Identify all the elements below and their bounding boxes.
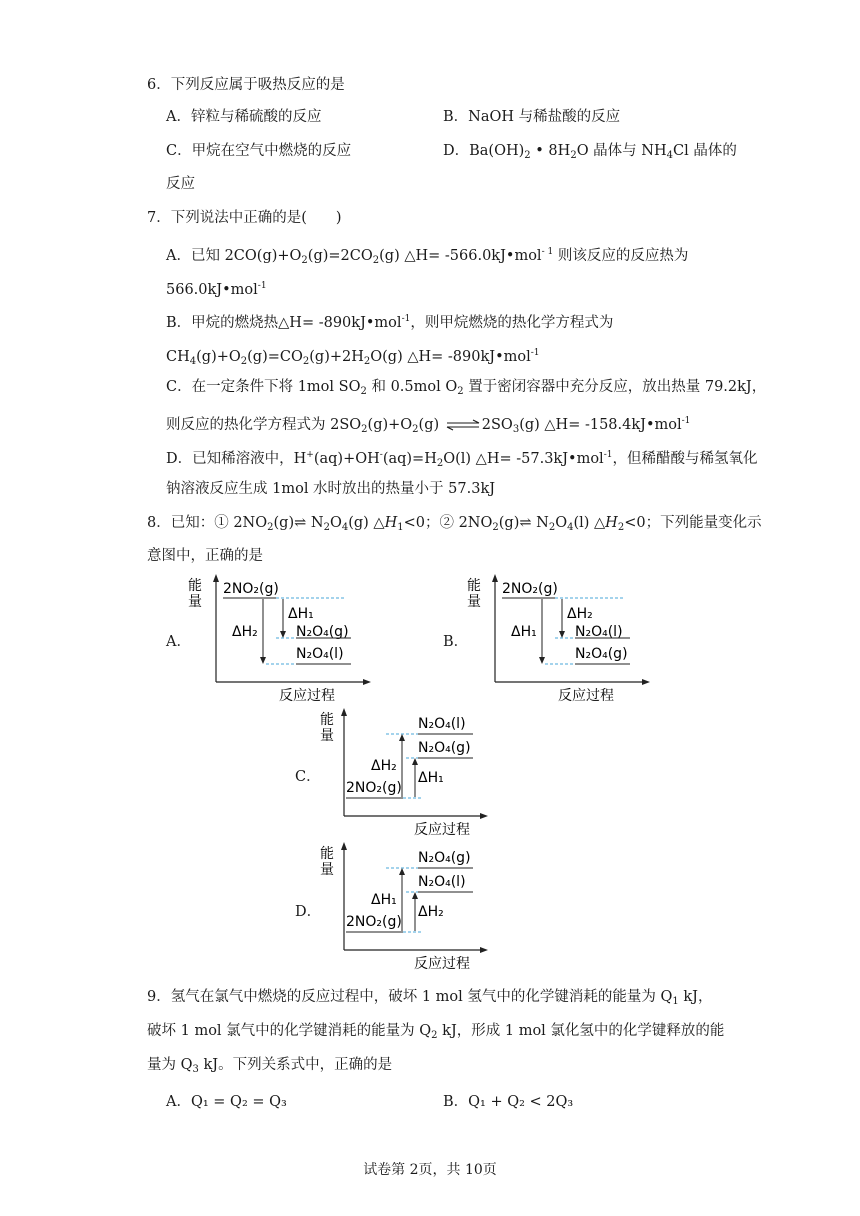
q6-option-b: B．NaOH 与稀盐酸的反应 bbox=[443, 109, 621, 125]
q8-option-d-label: D． bbox=[295, 904, 322, 920]
level-label-n2o4l: N₂O₄(l) bbox=[575, 624, 623, 640]
level-label-n2o4g: N₂O₄(g) bbox=[296, 624, 349, 640]
q7-option-d-line1: D．已知稀溶液中，$H^+(aq)+OH^-(aq)=H_2O(l)$ △H= -57.3kJ•mol$^{-1}$，但稀醋酸与稀氢氧化 bbox=[166, 450, 758, 469]
equilibrium-arrow-icon bbox=[446, 419, 480, 431]
dh2-label-b: ΔH₂ bbox=[567, 606, 593, 622]
q7-option-b-line2: $CH_4(g)+O_2(g)=CO_2(g)+2H_2O(g)$ △H= -890kJ•mol$^{-1}$ bbox=[166, 348, 540, 367]
level-label-no2: 2NO₂(g) bbox=[346, 914, 402, 930]
level-label-no2: 2NO₂(g) bbox=[502, 581, 558, 597]
level-label-n2o4l: N₂O₄(l) bbox=[418, 874, 466, 890]
axis-y-label-2: 量 bbox=[320, 728, 334, 744]
axis-y-label-1: 能 bbox=[320, 712, 334, 728]
q9-option-a: A．Q₁ = Q₂ = Q₃ bbox=[166, 1094, 287, 1110]
axis-x-label: 反应过程 bbox=[558, 688, 614, 704]
level-label-n2o4l: N₂O₄(l) bbox=[296, 646, 344, 662]
energy-diagram-b bbox=[465, 572, 655, 706]
dh2-label-d: ΔH₂ bbox=[418, 904, 444, 920]
q9-stem-line2: 破坏 1 mol 氯气中的化学键消耗的能量为 $Q_2$ kJ，形成 1 mol 氯化氢中的化学键释放的能 bbox=[147, 1023, 725, 1041]
q7-option-d-line2: 钠溶液反应生成 1mol 水时放出的热量小于 57.3kJ bbox=[166, 481, 496, 497]
q7-stem: 7．下列说法中正确的是( ) bbox=[147, 210, 342, 226]
dh1-label-d: ΔH₁ bbox=[371, 892, 397, 908]
q9-stem-line1: 9．氢气在氯气中燃烧的反应过程中，破坏 1 mol 氢气中的化学键消耗的能量为 $Q_1$ kJ， bbox=[147, 989, 713, 1007]
q6-option-c: C．甲烷在空气中燃烧的反应 bbox=[166, 143, 352, 159]
q6-option-d: D．$Ba(OH)_2$ • $8H_2O$ 晶体与 $NH_4Cl$ 晶体的 bbox=[443, 143, 737, 161]
level-label-no2: 2NO₂(g) bbox=[346, 780, 402, 796]
q7-option-b-line1: B．甲烷的燃烧热△H= -890kJ•mol$^{-1}$，则甲烷燃烧的热化学方程式为 bbox=[166, 314, 614, 331]
axis-y-label-1: 能 bbox=[320, 846, 334, 862]
axis-x-label: 反应过程 bbox=[414, 956, 470, 972]
level-label-n2o4l: N₂O₄(l) bbox=[418, 716, 466, 732]
axis-y-label-2: 量 bbox=[188, 594, 202, 610]
energy-diagram-c bbox=[318, 706, 488, 840]
q8-option-a-label: A． bbox=[166, 634, 191, 650]
q6-stem: 6．下列反应属于吸热反应的是 bbox=[147, 77, 345, 93]
dh2-label-c: ΔH₂ bbox=[371, 758, 397, 774]
q9-option-b: B．Q₁ + Q₂ < 2Q₃ bbox=[443, 1094, 574, 1110]
dh1-label-c: ΔH₁ bbox=[418, 770, 444, 786]
q8-option-b-label: B． bbox=[443, 634, 469, 650]
level-label-n2o4g: N₂O₄(g) bbox=[418, 850, 471, 866]
q7-option-a-line2: 566.0kJ•mol$^{-1}$ bbox=[166, 281, 267, 298]
q6-option-d-wrap: 反应 bbox=[166, 176, 195, 192]
page-footer: 试卷第 2页，共 10页 bbox=[363, 1162, 497, 1178]
axis-y-label-1: 能 bbox=[467, 578, 481, 594]
dh2-label-a: ΔH₂ bbox=[232, 624, 258, 640]
q7-option-c-line2: 则反应的热化学方程式为 $2SO_2(g)+O_2(g)$ $2SO_3(g)$ △H= -158.4kJ•mol$^{-1}$ bbox=[166, 416, 691, 435]
q6-option-a: A．锌粒与稀硫酸的反应 bbox=[166, 109, 322, 125]
q8-stem-line1: 8．已知：① $2NO_2(g)\rightleftharpoons$ $N_2O_4(g)$ $\triangle H_1<0$；② $2NO_2(g)\rightleftharpoons$ $N_2O_4(l)$ $\triangle H_2<0$；下列能量变化示 bbox=[147, 515, 762, 533]
axis-x-label: 反应过程 bbox=[414, 822, 470, 838]
dh1-label-b: ΔH₁ bbox=[511, 624, 537, 640]
q9-stem-line3: 量为 $Q_3$ kJ。下列关系式中，正确的是 bbox=[147, 1057, 393, 1075]
q7-option-a-line1: A．已知 $2CO(g)+O_2(g)=2CO_2(g)$ △H= -566.0kJ•mol$^{- 1}$ 则该反应的反应热为 bbox=[166, 247, 689, 266]
energy-diagram-d bbox=[318, 840, 488, 974]
axis-y-label-1: 能 bbox=[188, 578, 202, 594]
axis-y-label-2: 量 bbox=[320, 862, 334, 878]
axis-y-label-2: 量 bbox=[467, 594, 481, 610]
energy-diagram-a bbox=[186, 572, 376, 706]
q8-stem-line2: 意图中，正确的是 bbox=[147, 548, 263, 564]
q8-option-c-label: C． bbox=[295, 769, 321, 785]
axis-x-label: 反应过程 bbox=[279, 688, 335, 704]
level-label-n2o4g: N₂O₄(g) bbox=[418, 740, 471, 756]
level-label-no2: 2NO₂(g) bbox=[223, 581, 279, 597]
level-label-n2o4g: N₂O₄(g) bbox=[575, 646, 628, 662]
dh1-label-a: ΔH₁ bbox=[288, 606, 314, 622]
q7-option-c-line1: C．在一定条件下将 1mol $SO_2$ 和 0.5mol $O_2$ 置于密闭容器中充分反应，放出热量 79.2kJ， bbox=[166, 379, 767, 397]
